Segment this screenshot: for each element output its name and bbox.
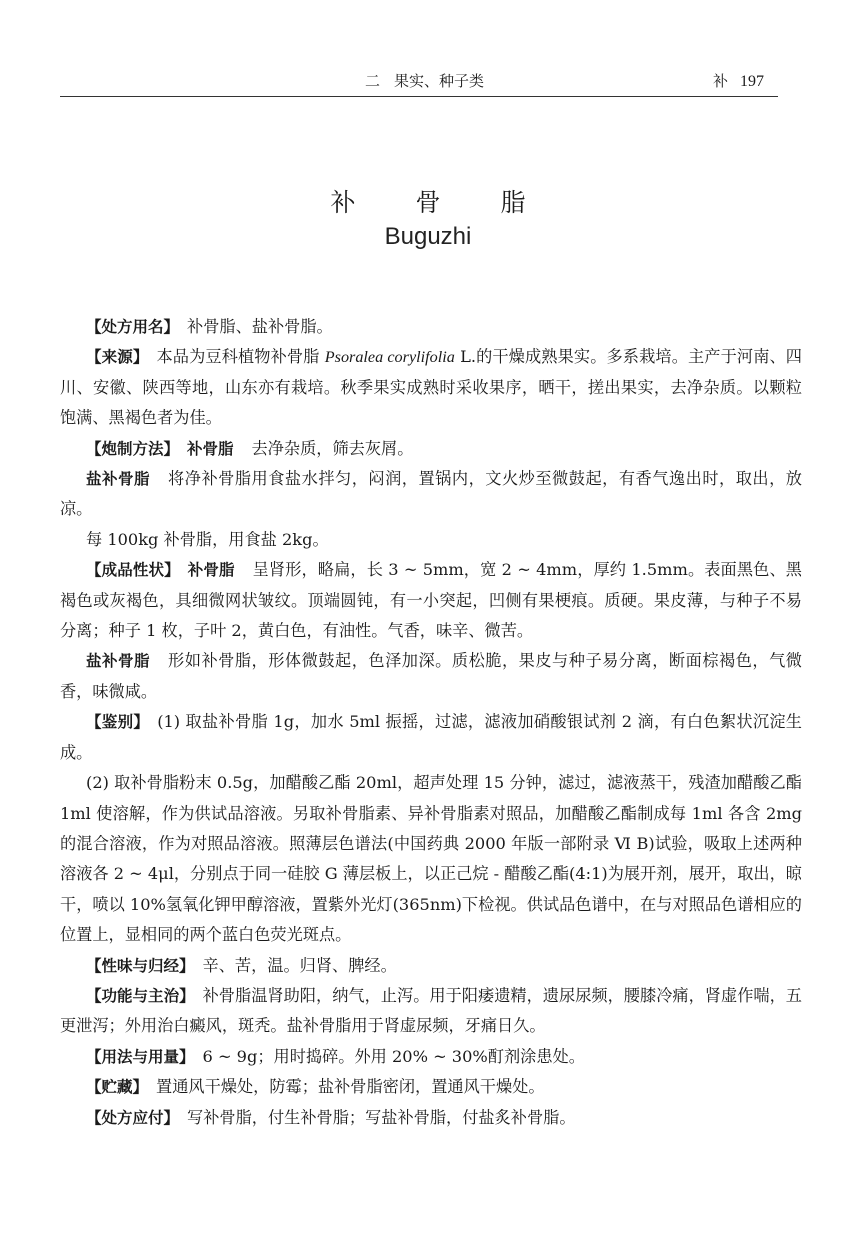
section-text: 补骨脂温肾助阳，纳气，止泻。用于阳痿遗精，遗尿尿频，腰膝冷痛，肾虚作喘，五更泄泻；外用治白癜风，斑秃。盐补骨脂用于肾虚尿频，牙痛日久。	[60, 985, 802, 1036]
section-text: 辛、苦，温。归肾、脾经。	[202, 955, 397, 975]
running-head-right	[713, 70, 764, 91]
section-dispensing	[60, 1103, 802, 1133]
section-label: 【贮藏】	[86, 1078, 149, 1097]
processing-salt	[60, 464, 802, 525]
entry-body	[60, 312, 802, 1133]
processing-ratio: 每 100kg 补骨脂，用食盐 2kg。	[86, 529, 329, 549]
section-label: 【处方用名】	[86, 318, 180, 336]
section-label: 【性味与归经】	[86, 956, 195, 975]
section-label: 【用法与用量】	[86, 1047, 195, 1066]
category-char: 补	[712, 72, 728, 90]
running-head	[60, 68, 778, 97]
section-properties	[60, 555, 802, 646]
section-text: 6 ~ 9g；用时捣碎。外用 20% ~ 30%酊剂涂患处。	[202, 1046, 585, 1066]
section-text: 形如补骨脂，形体微鼓起，色泽加深。质松脆，果皮与种子易分离，断面棕褐色，气微香，味微咸。	[60, 651, 802, 701]
section-label: 【来源】	[86, 348, 149, 367]
section-functions	[60, 981, 802, 1042]
sub-heading: 盐补骨脂	[86, 652, 151, 671]
page-number: 197	[740, 73, 764, 90]
properties-salt	[60, 646, 802, 707]
section-dosage	[60, 1042, 802, 1072]
section-nature	[60, 951, 802, 981]
section-text: 呈肾形，略扁，长 3 ~ 5mm，宽 2 ~ 4mm，厚约 1.5mm。表面黑色、黑褐色或灰褐色，具细微网状皱纹。顶端圆钝，有一小突起，凹侧有果梗痕。质硬。果皮薄，与种子不易分离；种子 1 枚，子叶 2，黄白色，有油性。气香，味辛、微苦。	[60, 560, 802, 641]
section-label: 【炮制方法】	[86, 439, 180, 458]
section-text: 置通风干燥处，防霉；盐补骨脂密闭，置通风干燥处。	[156, 1077, 545, 1097]
latin-name: Psoralea corylifolia	[324, 348, 455, 367]
section-text: 去净杂质，筛去灰屑。	[251, 438, 414, 458]
entry-title: 补 骨 脂	[330, 188, 552, 217]
section-text: L.的干燥成熟果实。多系栽培。主产于河南、四川、安徽、陕西等地，山东亦有栽培。秋季果实成熟时采收果序，晒干，搓出果实，去净杂质。以颗粒饱满、黑褐色者为佳。	[60, 347, 802, 428]
section-identification	[60, 707, 802, 768]
sub-heading: 盐补骨脂	[86, 470, 151, 489]
section-text: 将净补骨脂用食盐水拌匀，闷润，置锅内，文火炒至微鼓起，有香气逸出时，取出，放凉。	[60, 469, 802, 519]
section-text: 补骨脂、盐补骨脂。	[187, 317, 333, 336]
section-storage	[60, 1072, 802, 1102]
section-text: (1) 取盐补骨脂 1g，加水 5ml 振摇，过滤，滤液加硝酸银试剂 2 滴，有白色絮状沉淀生成。	[60, 712, 802, 762]
identification-test2: (2) 取补骨脂粉末 0.5g，加醋酸乙酯 20ml，超声处理 15 分钟，滤过，滤液蒸干，残渣加醋酸乙酯 1ml 使溶解，作为供试品溶液。另取补骨脂素、异补骨脂素对照品，加醋酸乙酯制成每 1ml 各含 2mg 的混合溶液，作为对照品溶液。照薄层色谱法(中国药典 2000 年版一部附录 Ⅵ B)试验，吸取上述两种溶液各 2 ~ 4μl，分别点于同一硅胶 G 薄层板上，以正己烷 - 醋酸乙酯(4:1)为展开剂，展开，取出，晾干，喷以 10%氢氧化钾甲醇溶液，置紫外光灯(365nm)下检视。供试品色谱中，在与对照品色谱相应的位置上，显相同的两个蓝白色荧光斑点。	[60, 773, 802, 945]
section-label: 【鉴别】	[86, 713, 150, 732]
section-text: 本品为豆科植物补骨脂	[156, 347, 325, 367]
section-title: 果实、种子类	[394, 72, 485, 90]
section-label: 【处方应付】	[86, 1108, 180, 1127]
sub-heading: 补骨脂	[187, 439, 234, 458]
section-label: 【功能与主治】	[86, 986, 195, 1005]
section-prescription-names	[60, 312, 802, 342]
entry-pinyin: Buguzhi	[384, 223, 472, 250]
section-processing	[60, 434, 802, 464]
section-text: 写补骨脂，付生补骨脂；写盐补骨脂，付盐炙补骨脂。	[187, 1107, 576, 1127]
section-label: 【成品性状】	[86, 561, 180, 580]
section-number: 二	[365, 72, 381, 90]
section-source	[60, 342, 802, 433]
running-head-section	[365, 70, 484, 91]
sub-heading: 补骨脂	[187, 561, 235, 580]
